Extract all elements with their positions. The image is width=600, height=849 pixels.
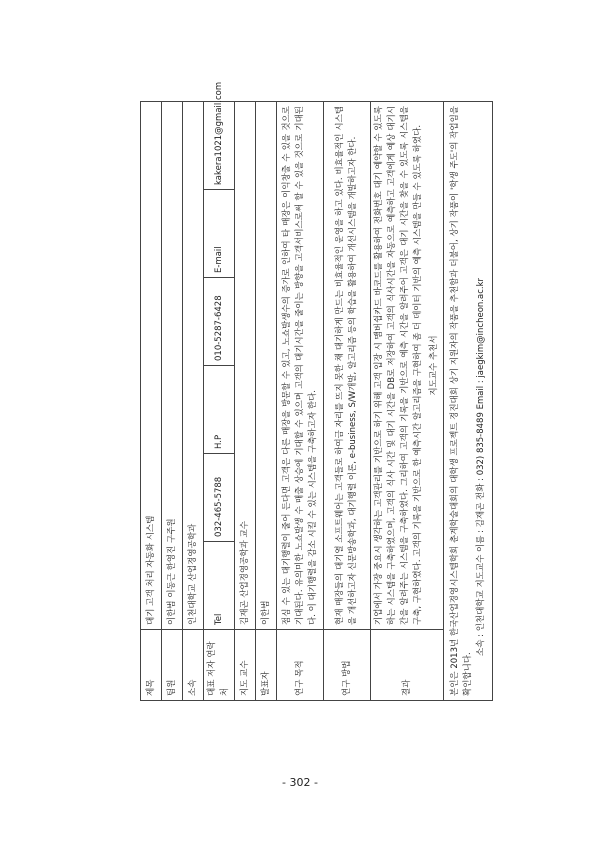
project-form-table (140, 81, 493, 701)
members-row (162, 102, 183, 701)
affiliation-value: 인천대학교 산업경영공학과 (183, 102, 204, 630)
affiliation-label: 소속 (183, 630, 204, 701)
affiliation-row (183, 102, 204, 701)
title-value: 대기 고객 처리 자동화 시스템 (141, 102, 162, 630)
tel-value: 032-465-5788 (204, 454, 235, 542)
title-label: 제목 (141, 630, 162, 701)
purpose-value (277, 102, 324, 630)
presenter-row (256, 102, 277, 701)
result-value (371, 102, 444, 630)
contact-row (204, 102, 235, 701)
presenter-value: 이한범 (256, 102, 277, 630)
recommendation-heading: 지도교수 추천서 (429, 335, 439, 396)
advisor-row (235, 102, 256, 701)
advisor-value: 김재곤 산업경영공학과 교수 (235, 102, 256, 630)
method-text: 현재 매장들의 대기열 소프트웨어는 고객들로 하여금 자리를 뜨지 못한 채 대기하게 만드는 비효율적인 운영을 하고 있다. 비효율적인 시스템을 개선하고자 신문방송학과, 대기행렬 이론, e-business, S/W개발, 알고리즘 등의 학습을 활용하여 개선시스템을 개발하고자 한다. (335, 106, 358, 625)
tel-label: Tel (204, 542, 235, 630)
result-text: 기업에서 가장 중요시 생각하는 고객관리를 기반으로 하기 위해 고객 입장 시 맴버쉽카드 바코드를 활용하여 전화번호 대기 예약할 수 있도록 하는 시스템을 구축하였으며, 고객의 식사 시간 및 대기 시간을 DB로 저장하여 고객의 식사시간을 자동으로 예측하고 고객에게 예상 대기시간을 알려주는 시스템을 구축하였다. 그리하여 고객의 기록을 기반으로 예측 시간을 알려주어 고객은 대기 시간을 찾을 수 있도록 시스템을 구축, 구현하였다. 고객의 기록을 기반으로 한 예측시간 알고리즘을 구현하여 좀 더 데이터 기반의 예측 시스템을 만들 수 있도록 하였다. (374, 106, 423, 625)
purpose-label: 연구 목적 (277, 630, 324, 701)
rotated-form (140, 81, 486, 701)
title-row (141, 102, 162, 701)
email-label: E-mail (204, 190, 235, 278)
method-row (324, 102, 371, 701)
recommendation-cell (444, 102, 493, 701)
advisor-label: 지도 교수 (235, 630, 256, 701)
hp-value: 010-5287-6428 (204, 278, 235, 366)
page-number: - 302 - (282, 776, 318, 789)
presenter-label: 발표자 (256, 630, 277, 701)
recommendation-footer: 소속 : 인천대학교 지도교수 이름 : 김재곤 전화 : 032) 835-8489 Email : jaegkim@incheon.ac.kr (475, 277, 486, 656)
method-value (324, 102, 371, 630)
hp-label: H.P (204, 366, 235, 454)
method-label: 연구 방법 (324, 630, 371, 701)
members-label: 팀원 (162, 630, 183, 701)
result-row (371, 102, 444, 701)
recommendation-row (444, 102, 493, 701)
email-value: kakera1021@gmail.com (204, 102, 235, 190)
result-label: 결과 (371, 630, 444, 701)
purpose-row (277, 102, 324, 701)
members-value: 이한범 이동근 한영진 구주원 (162, 102, 183, 630)
recommendation-text: 본인은 2013년 한국산업경영시스템학회 춘계학술대회의 대학생 프로젝트 경진대회 상기 지원자의 작품을 추천함과 더불어, 상기 작품이 '학생 주도'의 작업임을 확인합니다. (449, 106, 473, 696)
purpose-text: 점심 수 있는 대기행렬이 줄어 든다면 고객은 다른 매장을 방문할 수 있고, 노쇼발생수의 증가로 인하여 타 매장은 이익창출 수 있을 것으로 기대된다. 유의미한 노쇼발생 수 매출 상승에 기대할 수 있으며 고객의 대기시간을 줄이는 방향을 고객서비스로써 할 수 있을 것으로 기대된다. 이 대기행렬을 감소 시킬 수 있는 시스템을 구축하고자 한다. (281, 106, 318, 625)
contact-label: 대표 저자 연락처 (204, 630, 235, 701)
